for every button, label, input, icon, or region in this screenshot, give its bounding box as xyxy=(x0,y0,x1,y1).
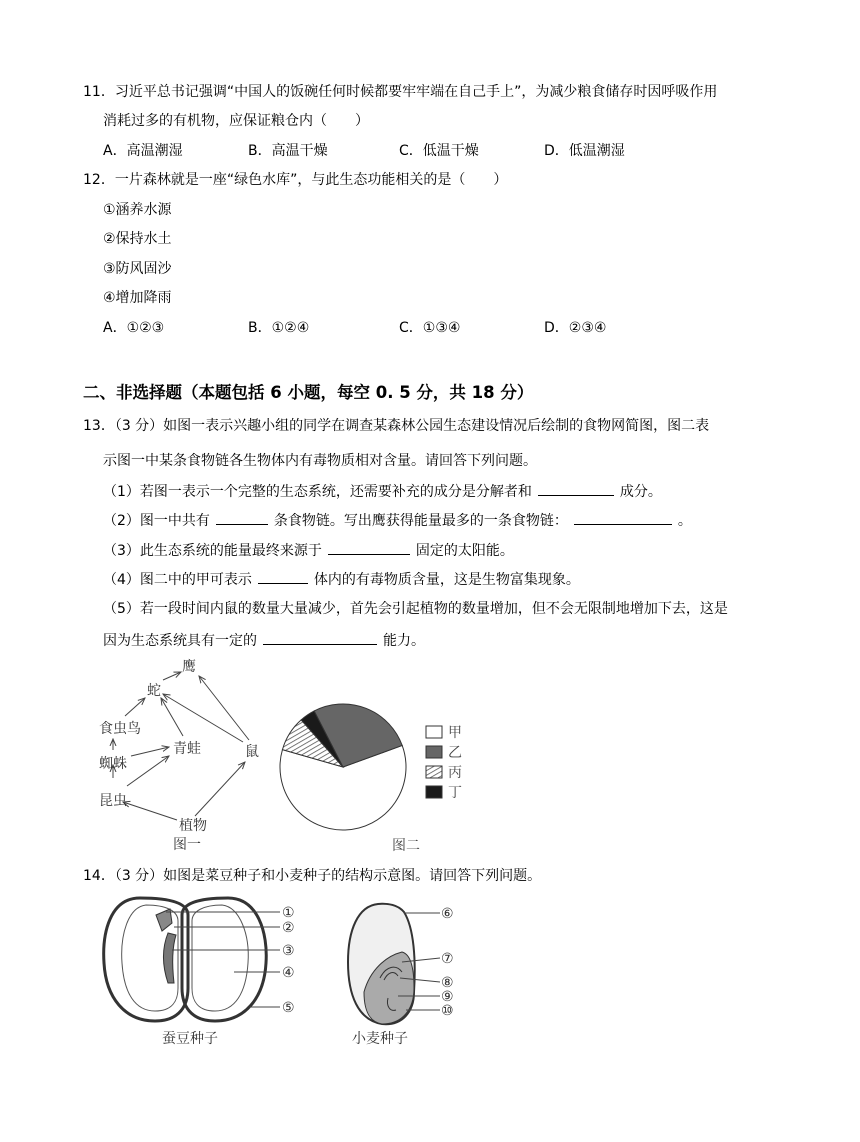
arrow-spider-frog xyxy=(131,747,169,756)
q13-stem-line2: 示图一中某条食物链各生物体内有毒物质相对含量。请回答下列问题。 xyxy=(103,453,537,469)
legend-label-丙: 丙 xyxy=(448,765,462,781)
wheat-caption: 小麦种子 xyxy=(352,1031,408,1047)
bean-label-5: ⑤ xyxy=(282,1000,295,1016)
q13-sub4-tail: 体内的有毒物质含量，这是生物富集现象。 xyxy=(313,572,580,588)
node-eagle: 鹰 xyxy=(182,659,196,675)
toxin-pie-chart xyxy=(276,700,476,858)
legend-swatch-乙 xyxy=(426,746,442,758)
q11-option-b: B．高温干燥 xyxy=(248,143,328,159)
q13-blank-6[interactable] xyxy=(263,630,377,645)
q12-item-3: ③防风固沙 xyxy=(103,261,172,277)
legend-label-丁: 丁 xyxy=(448,785,462,801)
q12-stem: 12．一片森林就是一座“绿色水库”，与此生态功能相关的是（ ） xyxy=(83,172,508,188)
q11-option-d: D．低温潮湿 xyxy=(544,143,625,159)
legend-swatch-丁 xyxy=(426,786,442,798)
legend-label-乙: 乙 xyxy=(448,745,462,761)
fig2-caption: 图二 xyxy=(392,838,420,854)
q13-sub3-tail: 固定的太阳能。 xyxy=(415,543,514,559)
q13-sub1-tail: 成分。 xyxy=(619,484,662,500)
q13-sub3 xyxy=(103,540,514,561)
legend-swatch-甲 xyxy=(426,726,442,738)
section2-title: 二、非选择题（本题包括 6 小题，每空 0. 5 分，共 18 分） xyxy=(83,383,534,402)
wheat-label-9: ⑨ xyxy=(441,989,454,1005)
q13-blank-3[interactable] xyxy=(574,510,672,525)
q13-sub5-text: 因为生态系统具有一定的 xyxy=(103,633,257,649)
q12-item-4: ④增加降雨 xyxy=(103,290,172,306)
node-snake: 蛇 xyxy=(147,683,161,699)
q13-blank-2[interactable] xyxy=(216,510,268,525)
q12-item-1: ①涵养水源 xyxy=(103,202,172,218)
food-web-diagram xyxy=(95,652,285,852)
q12-item-2: ②保持水土 xyxy=(103,231,172,247)
bean-label-2: ② xyxy=(282,920,295,936)
wheat-seed-diagram xyxy=(340,900,470,1048)
q12-option-b: B．①②④ xyxy=(248,320,310,336)
legend-label-甲: 甲 xyxy=(448,725,462,741)
fig1-caption: 图一 xyxy=(173,837,201,852)
wheat-label-8: ⑧ xyxy=(441,975,454,991)
q12-option-d: D．②③④ xyxy=(544,320,607,336)
q11-option-c: C．低温干燥 xyxy=(399,143,479,159)
node-plant: 植物 xyxy=(179,818,207,834)
node-frog: 青蛙 xyxy=(173,741,201,757)
q12-option-c: C．①③④ xyxy=(399,320,461,336)
q13-blank-4[interactable] xyxy=(328,540,410,555)
q13-sub2-mid: 条食物链。写出鹰获得能量最多的一条食物链： xyxy=(273,513,568,529)
bean-label-1: ① xyxy=(282,905,295,921)
q13-sub2-text: （2）图一中共有 xyxy=(103,513,210,529)
q13-blank-1[interactable] xyxy=(538,481,614,496)
arrow-mouse-snake xyxy=(163,694,243,742)
q13-sub5-tail: 能力。 xyxy=(383,633,425,649)
wheat-label-6: ⑥ xyxy=(441,906,454,922)
legend-swatch-丙 xyxy=(426,766,442,778)
wheat-label-10: ⑩ xyxy=(441,1003,454,1019)
bean-cotyledon-right xyxy=(192,905,248,1011)
q11-stem-line1: 11．习近平总书记强调“中国人的饭碗任何时候都要牢牢端在自己手上”，为减少粮食储存时因呼吸作用 xyxy=(83,84,718,100)
bean-label-3: ③ xyxy=(282,943,295,959)
q13-blank-5[interactable] xyxy=(258,569,308,584)
arrow-insect-frog xyxy=(127,756,169,786)
bean-caption: 蚕豆种子 xyxy=(162,1031,218,1047)
q13-sub4 xyxy=(103,569,580,590)
q13-sub5-line1: （5）若一段时间内鼠的数量大量减少，首先会引起植物的数量增加，但不会无限制地增加下去，这是 xyxy=(103,601,728,617)
q13-sub1 xyxy=(103,481,662,502)
node-insect: 昆虫 xyxy=(99,793,127,809)
wheat-label-7: ⑦ xyxy=(441,951,454,967)
q13-sub1-text: （1）若图一表示一个完整的生态系统，还需要补充的成分是分解者和 xyxy=(103,484,532,500)
arrow-plant-mouse xyxy=(195,762,245,816)
q13-sub5-line2 xyxy=(103,630,425,651)
q13-sub2-tail: 。 xyxy=(677,513,692,529)
q11-stem-line2: 消耗过多的有机物，应保证粮仓内（ ） xyxy=(103,113,369,129)
arrow-plant-insect xyxy=(123,802,177,820)
q13-sub4-text: （4）图二中的甲可表示 xyxy=(103,572,252,588)
q11-option-a: A．高温潮湿 xyxy=(103,143,183,159)
node-mouse: 鼠 xyxy=(245,744,259,760)
q13-sub2 xyxy=(103,510,692,531)
bean-label-4: ④ xyxy=(282,965,295,981)
q13-sub3-text: （3）此生态系统的能量最终来源于 xyxy=(103,543,322,559)
arrow-snake-eagle xyxy=(163,672,181,680)
q14-stem: 14．（3 分）如图是菜豆种子和小麦种子的结构示意图。请回答下列问题。 xyxy=(83,868,542,884)
node-bird: 食虫鸟 xyxy=(99,721,141,737)
q12-option-a: A．①②③ xyxy=(103,320,165,336)
node-spider: 蜘蛛 xyxy=(99,756,127,772)
arrow-bird-snake xyxy=(125,698,145,716)
bean-seed-diagram xyxy=(100,893,305,1048)
q13-stem-line1: 13．（3 分）如图一表示兴趣小组的同学在调查某森林公园生态建设情况后绘制的食物网简图，图二表 xyxy=(83,418,710,434)
